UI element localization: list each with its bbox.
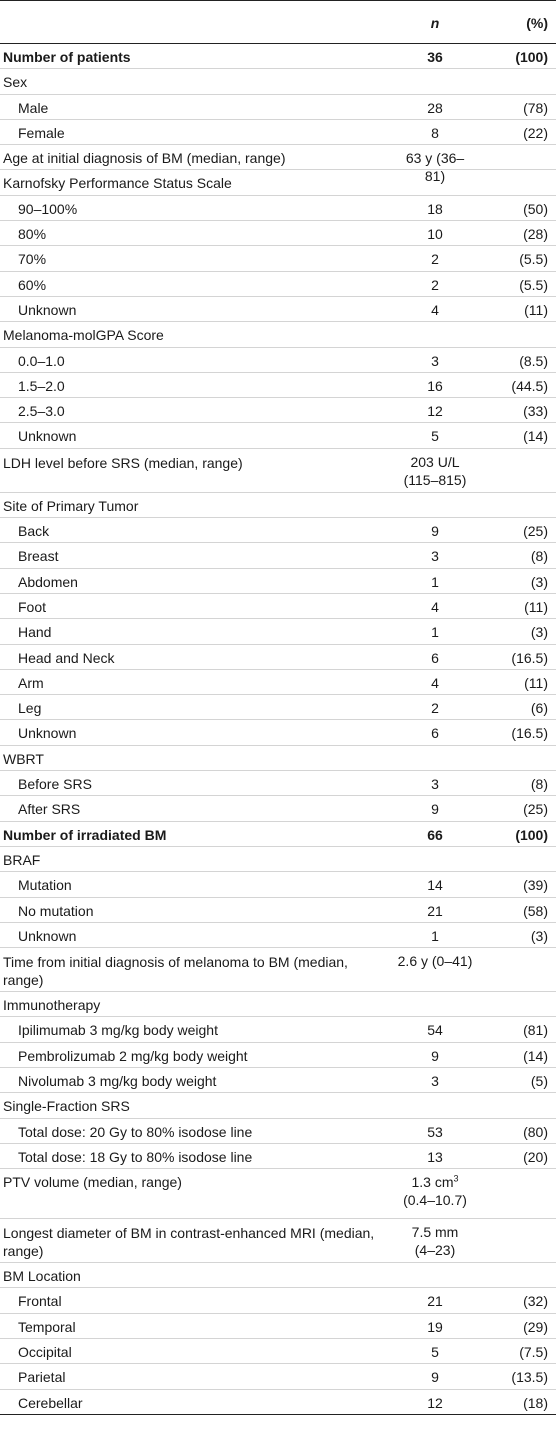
- row-label: Arm: [18, 674, 44, 691]
- row-percent-value: (22): [523, 124, 548, 141]
- row-n-value: [396, 1047, 474, 1065]
- n-text: 10: [427, 226, 443, 243]
- row-label: Leg: [18, 700, 42, 717]
- table-row: [0, 1339, 556, 1364]
- row-label: Longest diameter of BM in contrast-enhanced MRI (median, range): [3, 1225, 375, 1260]
- table-row: [0, 44, 556, 69]
- row-label: Foot: [18, 598, 47, 615]
- row-n-value: [396, 649, 474, 667]
- table-row: [0, 746, 556, 771]
- table-row: [0, 297, 556, 322]
- table-row: [0, 493, 556, 518]
- row-percent-value: (8.5): [519, 352, 548, 369]
- row-n-value: [396, 352, 474, 370]
- row-label: Immunotherapy: [3, 997, 101, 1014]
- row-label: Sex: [3, 74, 28, 91]
- table-row: [0, 95, 556, 120]
- row-label: Mutation: [18, 877, 72, 894]
- n-text: 12: [427, 403, 443, 420]
- row-percent-value: (58): [523, 902, 548, 919]
- row-label: 90–100%: [18, 200, 78, 217]
- row-label: LDH level before SRS (median, range): [3, 454, 243, 471]
- row-n-value: [396, 427, 474, 445]
- row-n-value: [396, 952, 474, 970]
- n-text: 9: [431, 1047, 439, 1064]
- table-row: [0, 221, 556, 246]
- row-percent-value: (11): [524, 301, 548, 318]
- table-row: [0, 348, 556, 373]
- row-n-value: [396, 402, 474, 420]
- table-row: [0, 695, 556, 720]
- table-row: [0, 246, 556, 271]
- row-percent-value: (29): [523, 1318, 548, 1335]
- table-row: [0, 170, 556, 195]
- table-row: [0, 992, 556, 1017]
- row-label: Frontal: [18, 1293, 62, 1310]
- table-row: [0, 948, 556, 992]
- row-percent-value: (5): [530, 1072, 548, 1089]
- row-n-value: [396, 800, 474, 818]
- row-percent-value: (100): [515, 826, 548, 843]
- table-row: [0, 822, 556, 847]
- row-label: BRAF: [3, 851, 41, 868]
- table-row: [0, 1119, 556, 1144]
- table-row: [0, 1364, 556, 1389]
- row-label: Before SRS: [18, 776, 92, 793]
- n-text: 3: [431, 776, 439, 793]
- row-n-value: [396, 573, 474, 591]
- row-percent-value: (28): [523, 226, 548, 243]
- row-n-value: [396, 598, 474, 616]
- n-text: 1.3 cm: [411, 1174, 454, 1191]
- row-n-value: [396, 1292, 474, 1310]
- n-text: 9: [431, 1369, 439, 1386]
- n-range-text: (4–23): [414, 1242, 456, 1259]
- row-percent-value: (20): [523, 1148, 548, 1165]
- table-row: [0, 1068, 556, 1093]
- table-row: [0, 898, 556, 923]
- row-label: 1.5–2.0: [18, 377, 65, 394]
- row-n-value: [396, 1021, 474, 1039]
- n-text: 8: [431, 124, 439, 141]
- row-label: Cerebellar: [18, 1394, 83, 1411]
- row-label: Parietal: [18, 1369, 66, 1386]
- n-range-text: (115–815): [403, 471, 467, 488]
- n-text: 12: [427, 1394, 443, 1411]
- n-text: 21: [427, 902, 443, 919]
- table-row: [0, 1093, 556, 1118]
- row-n-value: [396, 674, 474, 692]
- n-text: 3: [431, 352, 439, 369]
- table-row: [0, 645, 556, 670]
- row-n-value: [396, 200, 474, 218]
- n-text: 4: [431, 674, 439, 691]
- row-label: Nivolumab 3 mg/kg body weight: [18, 1072, 217, 1089]
- table-row: [0, 322, 556, 347]
- table-row: [0, 1043, 556, 1068]
- row-label: 60%: [18, 276, 47, 293]
- row-label: Total dose: 20 Gy to 80% isodose line: [18, 1123, 253, 1140]
- row-label: Pembrolizumab 2 mg/kg body weight: [18, 1047, 248, 1064]
- n-text: 21: [427, 1293, 443, 1310]
- table-row: [0, 1169, 556, 1219]
- row-label: 2.5–3.0: [18, 403, 65, 420]
- n-text: 66: [427, 826, 443, 843]
- row-label: No mutation: [18, 902, 94, 919]
- n-text: 3: [431, 1072, 439, 1089]
- row-percent-value: (32): [523, 1293, 548, 1310]
- row-percent-value: (13.5): [511, 1369, 548, 1386]
- row-label: 70%: [18, 251, 47, 268]
- row-n-value: [396, 250, 474, 268]
- row-label: Number of irradiated BM: [3, 826, 167, 843]
- row-n-value: [396, 301, 474, 319]
- row-n-value: [396, 1072, 474, 1090]
- table-row: [0, 1390, 556, 1415]
- row-percent-value: (11): [524, 674, 548, 691]
- table-row: [0, 1314, 556, 1339]
- table-row: [0, 923, 556, 948]
- row-n-value: [396, 99, 474, 117]
- n-text: 9: [431, 801, 439, 818]
- table-header: [0, 0, 556, 44]
- n-text: 5: [431, 428, 439, 445]
- row-label: Unknown: [18, 927, 77, 944]
- row-label: After SRS: [18, 801, 81, 818]
- table-row: [0, 1144, 556, 1169]
- row-n-value: [396, 902, 474, 920]
- row-label: 0.0–1.0: [18, 352, 65, 369]
- table-row: [0, 1017, 556, 1042]
- table-row: [0, 196, 556, 221]
- row-percent-value: (3): [530, 573, 548, 590]
- n-text: 5: [431, 1344, 439, 1361]
- row-n-value: [396, 1148, 474, 1166]
- table-row: [0, 69, 556, 94]
- n-text: 63 y (36–81): [405, 150, 465, 185]
- row-label: Male: [18, 99, 49, 116]
- row-label: Temporal: [18, 1318, 76, 1335]
- row-n-value: [396, 699, 474, 717]
- row-n-value: [396, 453, 474, 489]
- row-label: WBRT: [3, 750, 44, 767]
- n-text: 2.6 y (0–41): [397, 953, 473, 970]
- row-label: BM Location: [3, 1268, 81, 1285]
- row-percent-value: (44.5): [511, 377, 548, 394]
- n-text: 19: [427, 1318, 443, 1335]
- row-percent-value: (11): [524, 598, 548, 615]
- n-text: 2: [431, 276, 439, 293]
- row-percent-value: (33): [523, 403, 548, 420]
- table-row: [0, 423, 556, 448]
- row-n-value: [396, 377, 474, 395]
- n-text: 9: [431, 523, 439, 540]
- row-label: 80%: [18, 226, 47, 243]
- row-label: Back: [18, 523, 50, 540]
- row-label: Age at initial diagnosis of BM (median, range): [3, 150, 286, 167]
- table-row: [0, 449, 556, 493]
- row-n-value: [396, 48, 474, 66]
- table-row: [0, 1219, 556, 1263]
- row-percent-value: (5.5): [519, 251, 548, 268]
- n-text: 54: [427, 1022, 443, 1039]
- row-percent-value: (8): [530, 776, 548, 793]
- row-label: Site of Primary Tumor: [3, 497, 139, 514]
- row-label: Ipilimumab 3 mg/kg body weight: [18, 1022, 218, 1039]
- row-label: Unknown: [18, 725, 77, 742]
- row-label: Total dose: 18 Gy to 80% isodose line: [18, 1148, 253, 1165]
- table-row: [0, 670, 556, 695]
- n-text: 4: [431, 301, 439, 318]
- row-label: Unknown: [18, 428, 77, 445]
- row-label: Karnofsky Performance Status Scale: [3, 175, 232, 192]
- n-text: 3: [431, 548, 439, 565]
- row-n-value: [396, 1318, 474, 1336]
- row-label: Breast: [18, 548, 59, 565]
- row-n-value: [396, 276, 474, 294]
- row-n-value: [396, 225, 474, 243]
- row-n-value: [396, 1223, 474, 1259]
- row-percent-value: (81): [523, 1022, 548, 1039]
- row-percent-value: (25): [523, 523, 548, 540]
- row-percent-value: (25): [523, 801, 548, 818]
- n-text: 16: [427, 377, 443, 394]
- n-text: 2: [431, 251, 439, 268]
- table-row: [0, 771, 556, 796]
- n-text: 6: [431, 725, 439, 742]
- n-text: 13: [427, 1148, 443, 1165]
- n-superscript: 3: [453, 1173, 459, 1184]
- row-n-value: [396, 1394, 474, 1412]
- row-n-value: [396, 522, 474, 540]
- table-row: [0, 872, 556, 897]
- table-body: [0, 44, 556, 1415]
- row-n-value: [396, 1368, 474, 1386]
- n-text: 4: [431, 598, 439, 615]
- row-n-value: [396, 826, 474, 844]
- n-text: 203 U/L: [410, 453, 460, 470]
- row-percent-value: (16.5): [511, 649, 548, 666]
- n-text: 53: [427, 1123, 443, 1140]
- table-row: [0, 594, 556, 619]
- n-text: 7.5 mm: [411, 1224, 459, 1241]
- table-row: [0, 619, 556, 644]
- row-label: PTV volume (median, range): [3, 1174, 182, 1191]
- n-text: 18: [427, 200, 443, 217]
- row-percent-value: (16.5): [511, 725, 548, 742]
- row-label: Hand: [18, 624, 52, 641]
- row-n-value: [396, 623, 474, 641]
- row-n-value: [396, 775, 474, 793]
- row-label: Occipital: [18, 1344, 72, 1361]
- row-n-value: [396, 1173, 474, 1209]
- row-percent-value: (50): [523, 200, 548, 217]
- row-label: Number of patients: [3, 49, 131, 65]
- row-percent-value: (6): [530, 700, 548, 717]
- n-text: 14: [427, 877, 443, 894]
- header-n: n: [430, 15, 440, 31]
- n-text: 2: [431, 700, 439, 717]
- row-percent-value: (3): [530, 927, 548, 944]
- table-row: [0, 569, 556, 594]
- row-n-value: [396, 876, 474, 894]
- n-text: 36: [427, 49, 443, 65]
- row-percent-value: (100): [515, 49, 548, 65]
- table-row: [0, 518, 556, 543]
- row-percent-value: (78): [523, 99, 548, 116]
- row-label: Unknown: [18, 301, 77, 318]
- row-percent-value: (39): [523, 877, 548, 894]
- row-percent-value: (7.5): [519, 1344, 548, 1361]
- row-n-value: [396, 547, 474, 565]
- row-label: Head and Neck: [18, 649, 115, 666]
- row-percent-value: (8): [530, 548, 548, 565]
- row-n-value: [396, 124, 474, 142]
- table-row: [0, 796, 556, 821]
- table-row: [0, 398, 556, 423]
- table-row: [0, 1263, 556, 1288]
- n-text: 1: [431, 927, 439, 944]
- table-row: [0, 120, 556, 145]
- row-percent-value: (18): [523, 1394, 548, 1411]
- table-row: [0, 373, 556, 398]
- row-percent-value: (80): [523, 1123, 548, 1140]
- row-n-value: [396, 1123, 474, 1141]
- row-percent-value: (5.5): [519, 276, 548, 293]
- row-n-value: [396, 724, 474, 742]
- table-row: [0, 543, 556, 568]
- table-row: [0, 272, 556, 297]
- row-percent-value: (14): [523, 428, 548, 445]
- row-label: Abdomen: [18, 573, 78, 590]
- row-label: Single-Fraction SRS: [3, 1098, 130, 1115]
- table-row: [0, 847, 556, 872]
- header-percent: (%): [526, 15, 548, 31]
- n-text: 6: [431, 649, 439, 666]
- row-percent-value: (3): [530, 624, 548, 641]
- row-n-value: [396, 1343, 474, 1361]
- n-text: 1: [431, 573, 439, 590]
- row-n-value: [396, 927, 474, 945]
- n-range-text: (0.4–10.7): [403, 1192, 467, 1209]
- n-text: 28: [427, 99, 443, 116]
- table-row: [0, 1288, 556, 1313]
- row-label: Time from initial diagnosis of melanoma to BM (median, range): [3, 954, 348, 989]
- n-text: 1: [431, 624, 439, 641]
- row-percent-value: (14): [523, 1047, 548, 1064]
- table-row: [0, 720, 556, 745]
- row-label: Melanoma-molGPA Score: [3, 327, 164, 344]
- row-label: Female: [18, 124, 65, 141]
